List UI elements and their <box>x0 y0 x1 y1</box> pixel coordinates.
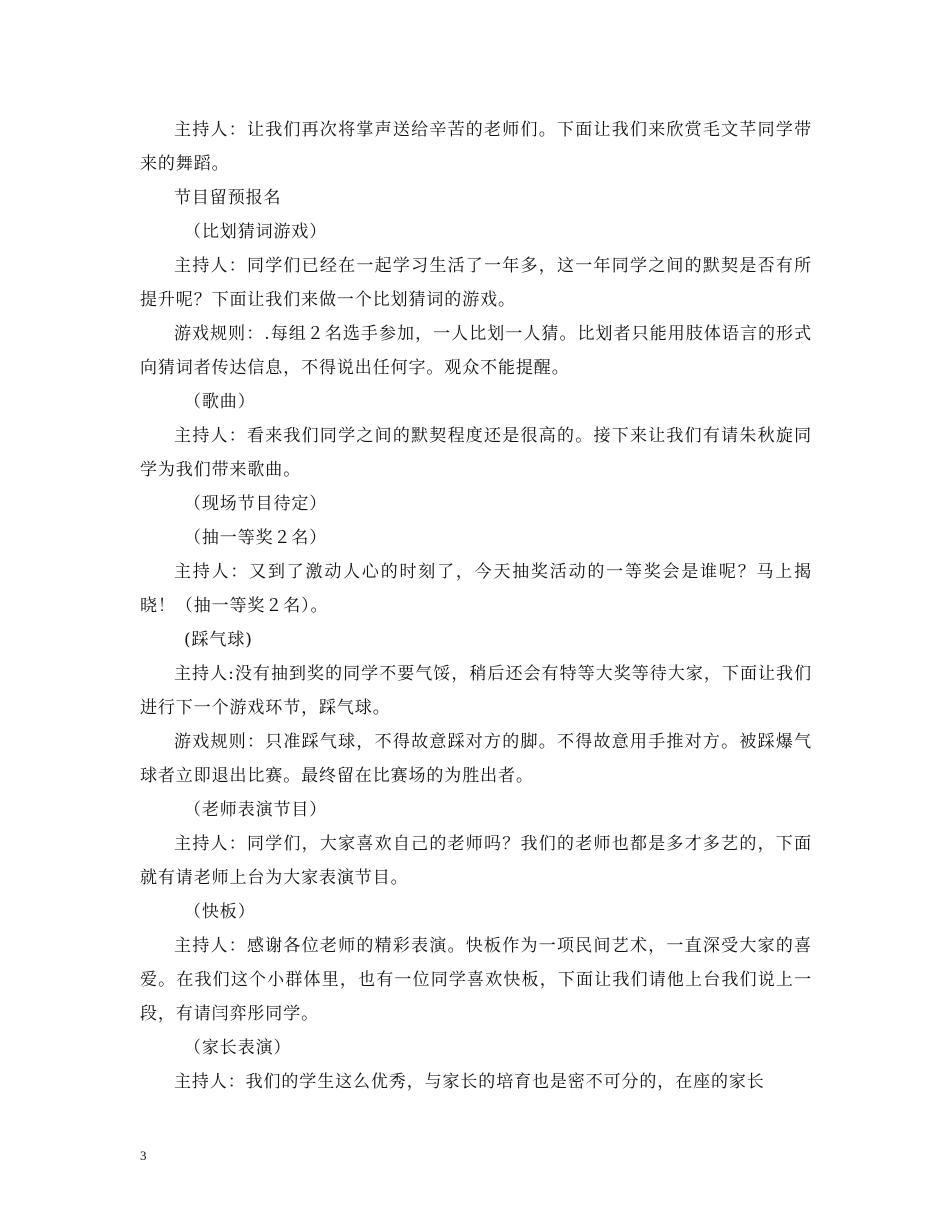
section-label: （快板） <box>184 902 256 922</box>
body-paragraph: 主持人：我们的学生这么优秀，与家长的培育也是密不可分的，在座的家长 <box>174 1072 765 1092</box>
body-paragraph: 游戏规则：只准踩气球，不得故意踩对方的脚。不得故意用手推对方。被踩爆气球者立即退出比赛。最终留在比赛场的为胜出者。 <box>140 732 812 786</box>
body-paragraph: 游戏规则：.每组２名选手参加，一人比划一人猜。比划者只能用肢体语言的形式向猜词者传达信息，不得说出任何字。观众不能提醒。 <box>140 324 812 378</box>
body-paragraph: 主持人：又到了激动人心的时刻了，今天抽奖活动的一等奖会是谁呢？马上揭晓！（抽一等奖２名）。 <box>140 562 812 616</box>
body-paragraph: 主持人:没有抽到奖的同学不要气馁，稍后还会有特等大奖等待大家，下面让我们进行下一个游戏环节，踩气球。 <box>140 664 812 718</box>
section-label: （老师表演节目） <box>184 800 328 820</box>
body-paragraph: 主持人：感谢各位老师的精彩表演。快板作为一项民间艺术，一直深受大家的喜爱。在我们这个小群体里，也有一位同学喜欢快板，下面让我们请他上台我们说上一段，有请闫弈彤同学。 <box>140 936 812 1024</box>
document-body <box>140 113 812 1099</box>
section-label: （比划猜词游戏） <box>184 222 328 242</box>
section-label: （家长表演） <box>184 1038 292 1058</box>
section-label: （抽一等奖２名） <box>184 528 328 548</box>
page-number: 3 <box>140 1148 147 1163</box>
body-paragraph: 主持人：同学们，大家喜欢自己的老师吗？我们的老师也都是多才多艺的，下面就有请老师上台为大家表演节目。 <box>140 834 812 888</box>
section-label: (踩气球) <box>184 630 253 650</box>
body-paragraph: 主持人：同学们已经在一起学习生活了一年多，这一年同学之间的默契是否有所提升呢？下面让我们来做一个比划猜词的游戏。 <box>140 256 812 310</box>
body-paragraph: 主持人：看来我们同学之间的默契程度还是很高的。接下来让我们有请朱秋旋同学为我们带来歌曲。 <box>140 426 812 480</box>
section-label: （现场节目待定） <box>184 494 328 514</box>
body-paragraph: 主持人：让我们再次将掌声送给辛苦的老师们。下面让我们来欣赏毛文芊同学带来的舞蹈。 <box>140 120 812 174</box>
section-label: （歌曲） <box>184 392 256 412</box>
body-paragraph: 节目留预报名 <box>174 188 282 208</box>
